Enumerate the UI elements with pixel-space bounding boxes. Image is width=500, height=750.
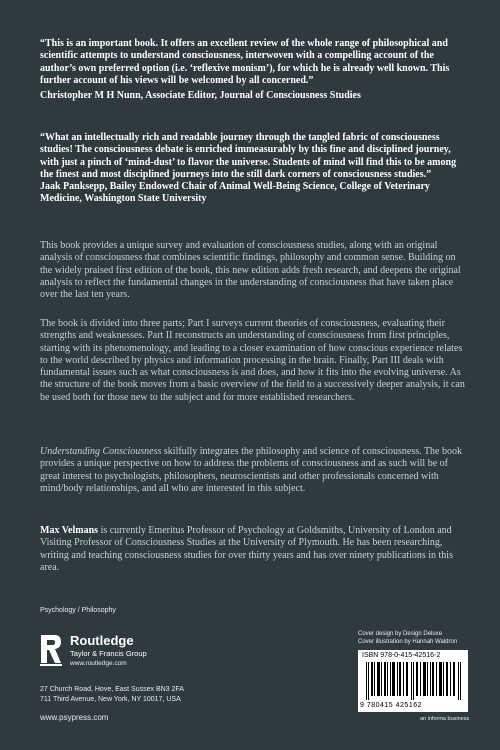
publisher-logo	[38, 633, 258, 673]
quote-1-text: “This is an important book. It offers an excellent review of the whole range of philosophical and scientific attempts to understand consciousness, interwoven with a compelling account of the author’s own preferred option (i.e. ‘reflexive monism’), for which he is already well known. This further account of his views will be welcomed by all concerned.”	[40, 38, 450, 86]
quote-1-attribution: Christopher M H Nunn, Associate Editor, Journal of Consciousness Studies	[40, 90, 361, 102]
review-quote-2	[40, 132, 468, 206]
description-p3: skilfully integrates the philosophy and science of consciousness. The book provides a unique perspective on how to address the problems of consciousness and as such will be of great interest to psychologists, philosophers, neuroscientists and other professionals concerned with mind/body relationships, and all who are interested in this subject.	[40, 446, 462, 494]
author-name: Max Velmans	[40, 525, 99, 536]
publisher-url: www.routledge.com	[70, 660, 127, 667]
subject-category: Psychology / Philosophy	[40, 607, 116, 614]
cover-design-credit: Cover design by Design Deluxe	[358, 631, 443, 637]
isbn-barcode	[358, 650, 468, 712]
description-p1: This book provides a unique survey and evaluation of consciousness studies, along with an original analysis of consciousness that combines scientific findings, philosophy and common sense. Building on the widely praised first edition of the book, this new edition adds fresh research, and deepens the original analysis to reflect the fundamental changes in the understanding of consciousness that have taken place over the last ten years.	[40, 240, 461, 301]
isbn-label: ISBN 978-0-415-42516-2	[362, 652, 441, 659]
routledge-logo-icon	[38, 633, 64, 667]
book-title-inline: Understanding Consciousness	[40, 446, 162, 457]
publisher-group: Taylor & Francis Group	[70, 649, 147, 658]
quote-2-attribution: Jaak Panksepp, Bailey Endowed Chair of Animal Well-Being Science, College of Veterinary Medicine, Washington State University	[40, 181, 430, 205]
author-bio	[40, 525, 468, 574]
publisher-name: Routledge	[70, 633, 134, 648]
barcode-icon	[366, 662, 462, 700]
quote-2-text: “What an intellectually rich and readable journey through the tangled fabric of consciousness studies! The consciousness debate is enriched immeasurably by this fine and disciplined journey, with just a pinch of ‘mind-dust’ to flavor the universe. Students of mind will find this to be among the finest and most disciplined journeys into the still dark corners of consciousness studies.”	[40, 132, 457, 180]
description-paragraph-2	[40, 318, 468, 404]
address-uk: 27 Church Road, Hove, East Sussex BN3 2FA	[40, 686, 184, 693]
website-link: www.psypress.com	[40, 713, 109, 722]
author-bio-text: is currently Emeritus Professor of Psychology at Goldsmiths, University of London and Visiting Professor of Consciousness Studies at the University of Plymouth. He has been researching, writing and teaching consciousness studies for over thirty years and has over ninety publications in this area.	[40, 525, 453, 573]
cover-illustration-credit: Cover illustration by Hannah Waldron	[358, 639, 458, 645]
barcode-number: 9 780415 425162	[360, 702, 422, 709]
address-us: 711 Third Avenue, New York, NY 10017, USA	[40, 696, 181, 703]
description-p2: The book is divided into three parts; Part I surveys current theories of consciousness, evaluating their strengths and weaknesses. Part II reconstructs an understanding of consciousness from first principles, starting with its phenomenology, and leading to a closer examination of how conscious experience relates to the world described by physics and information processing in the brain. Finally, Part III deals with fundamental issues such as what consciousness is and does, and how it fits into the evolving universe. As the structure of the book moves from a basic overview of the field to a successively deeper analysis, it can be used both for those new to the subject and for more established researchers.	[40, 318, 465, 403]
description-paragraph-3	[40, 446, 468, 495]
review-quote-1	[40, 38, 468, 102]
description-paragraph-1	[40, 240, 468, 301]
informa-tagline: an informa business	[420, 716, 470, 722]
